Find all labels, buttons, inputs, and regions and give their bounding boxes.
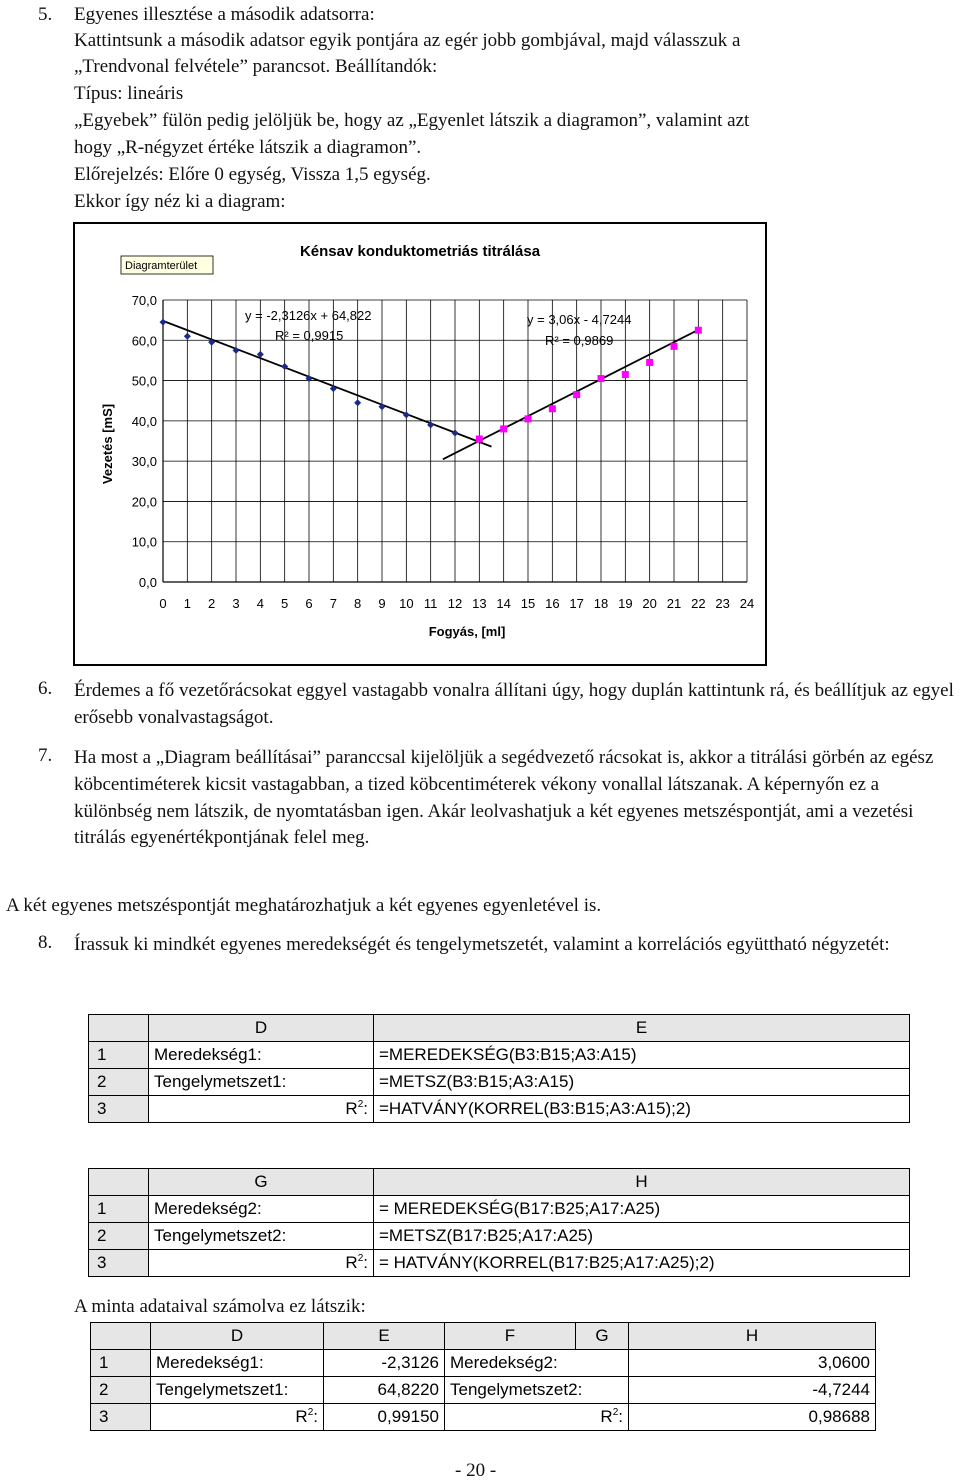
row-number: 1 <box>89 1042 149 1069</box>
x-tick-label: 7 <box>329 596 337 611</box>
value-cell: -4,7244 <box>629 1377 876 1404</box>
value-cell: 0,98688 <box>629 1404 876 1431</box>
table-row <box>89 1196 910 1223</box>
equation-series-1: y = -2,3126x + 64,822 <box>245 308 372 323</box>
chart-title: Kénsav konduktometriás titrálása <box>299 243 541 260</box>
x-tick-label: 23 <box>715 596 730 611</box>
y-tick-label: 0,0 <box>138 575 157 590</box>
label-cell: Meredekség1: <box>149 1042 374 1069</box>
col-header-e: E <box>324 1323 445 1350</box>
y-axis-label: Vezetés [mS] <box>100 403 115 485</box>
row-number: 3 <box>89 1250 149 1277</box>
y-tick-label: 20,0 <box>131 494 157 510</box>
item5-line-3: „Trendvonal felvétele” parancsot. Beállítandók: <box>74 56 438 77</box>
row-number: 3 <box>91 1404 151 1431</box>
row-number: 2 <box>89 1069 149 1096</box>
x-axis-label: Fogyás, [ml] <box>428 624 506 639</box>
item5-line-2: Kattintsunk a második adatsor egyik pontjára az egér jobb gombjával, majd válasszuk a <box>74 30 741 51</box>
list-number-6: 6. <box>38 678 53 699</box>
col-header-h: H <box>629 1323 876 1350</box>
col-header-g: G <box>149 1169 374 1196</box>
item6-text: Érdemes a fő vezetőrácsokat eggyel vastagabb vonalra állítani úgy, hogy duplán kattintunk rá, és beállítjuk az egyel erősebb vonalvastagságot. <box>74 680 954 728</box>
label-cell: $R^2$: <box>149 1096 374 1123</box>
data-point-series-2 <box>476 435 483 442</box>
x-tick-label: 12 <box>447 596 463 611</box>
x-tick-label: 0 <box>159 596 167 611</box>
item8-text: Írassuk ki mindkét egyenes meredekségét és tengelymetszetét, valamint a korrelációs együttható négyzetét: <box>74 934 890 955</box>
page-number: - 20 - <box>455 1460 497 1481</box>
formula-cell: =HATVÁNY(KORREL(B3:B15;A3:A15);2) <box>374 1096 910 1123</box>
x-tick-label: 21 <box>666 596 682 611</box>
x-tick-label: 3 <box>232 596 240 611</box>
label-cell: Tengelymetszet2: <box>149 1223 374 1250</box>
y-tick-label: 50,0 <box>131 373 157 389</box>
label-cell: Meredekség2: <box>149 1196 374 1223</box>
formula-cell: =METSZ(B17:B25;A17:A25) <box>374 1223 910 1250</box>
data-point-series-2 <box>598 375 605 382</box>
value-cell: 0,99150 <box>324 1404 445 1431</box>
data-point-series-2 <box>622 371 629 378</box>
x-tick-label: 13 <box>472 596 487 611</box>
data-point-series-2 <box>646 359 653 366</box>
x-tick-label: 8 <box>354 596 362 611</box>
table-row <box>89 1096 910 1123</box>
table-row <box>89 1069 910 1096</box>
label-cell: Meredekség2: <box>445 1350 629 1377</box>
label-cell: $R^2$: <box>151 1404 324 1431</box>
x-tick-label: 24 <box>739 596 755 611</box>
list-number-7: 7. <box>38 745 53 766</box>
row-number: 2 <box>89 1223 149 1250</box>
item5-line-6: hogy „R-négyzet értéke látszik a diagramon”. <box>74 137 422 158</box>
list-number-8: 8. <box>38 932 53 953</box>
equation-series-2: y = 3,06x - 4,7244 <box>527 312 632 327</box>
item5-line-1: Egyenes illesztése a második adatsorra: <box>74 4 375 25</box>
data-point-series-1 <box>452 429 459 436</box>
data-point-series-1 <box>354 399 361 406</box>
data-point-series-1 <box>160 319 167 326</box>
formula-cell: =MEREDEKSÉG(B3:B15;A3:A15) <box>374 1042 910 1069</box>
x-tick-label: 9 <box>378 596 386 611</box>
label-cell: Tengelymetszet1: <box>149 1069 374 1096</box>
x-tick-label: 19 <box>618 596 633 611</box>
row-number: 2 <box>91 1377 151 1404</box>
formula-table-1 <box>88 1014 910 1123</box>
item5-line-5: „Egyebek” fülön pedig jelöljük be, hogy az „Egyenlet látszik a diagramon”, valamint azt <box>74 110 750 131</box>
col-header-f: F <box>445 1323 576 1350</box>
item7-text: Ha most a „Diagram beállításai” paranccsal kijelöljük a segédvezető rácsokat is, akkor a titrálási görbén az egész köbcentiméterek kicsit vastagabban, a tized köbcentiméterek vékony vonallal látszanak. A képernyőn ez a különbség nem látszik, de nyomtatásban igen. Akár leolvashatjuk a két egyenes metszéspontját, ami a vezetési titrálás egyenértékpontjának felel meg. <box>74 747 934 849</box>
table-row <box>89 1223 910 1250</box>
y-tick-label: 60,0 <box>131 333 157 349</box>
x-tick-label: 11 <box>423 596 438 611</box>
chart-area[interactable] <box>73 222 767 666</box>
x-tick-label: 14 <box>496 596 511 611</box>
x-tick-label: 4 <box>256 596 264 611</box>
x-tick-label: 6 <box>305 596 313 611</box>
corner-cell <box>89 1015 149 1042</box>
data-point-series-2 <box>695 327 702 334</box>
y-tick-label: 30,0 <box>131 454 157 470</box>
x-tick-label: 15 <box>520 596 536 611</box>
data-point-series-2 <box>500 425 507 432</box>
value-cell: 64,8220 <box>324 1377 445 1404</box>
table-row <box>91 1404 876 1431</box>
formula-cell: = HATVÁNY(KORREL(B17:B25;A17:A25);2) <box>374 1250 910 1277</box>
col-header-h: H <box>374 1169 910 1196</box>
label-cell: Tengelymetszet1: <box>151 1377 324 1404</box>
col-header-g: G <box>576 1323 629 1350</box>
y-tick-label: 10,0 <box>131 534 157 550</box>
x-tick-label: 1 <box>183 596 191 611</box>
corner-cell <box>91 1323 151 1350</box>
results-table <box>90 1322 876 1431</box>
data-point-series-2 <box>525 415 532 422</box>
label-cell: $R^2$: <box>445 1404 629 1431</box>
sample-text: A minta adataival számolva ez látszik: <box>74 1296 366 1317</box>
row-number: 3 <box>89 1096 149 1123</box>
label-cell: Meredekség1: <box>151 1350 324 1377</box>
chart-svg <box>75 224 765 664</box>
table-row <box>91 1377 876 1404</box>
r2-series-2: R² = 0,9869 <box>545 333 614 348</box>
tooltip-text: Diagramterület <box>125 260 198 272</box>
x-tick-label: 5 <box>281 596 289 611</box>
formula-table-2 <box>88 1168 910 1277</box>
table-row <box>89 1250 910 1277</box>
col-header-d: D <box>149 1015 374 1042</box>
row-number: 1 <box>89 1196 149 1223</box>
y-tick-label: 70,0 <box>131 293 157 308</box>
corner-cell <box>89 1169 149 1196</box>
item5-line-4: Típus: lineáris <box>74 83 184 104</box>
y-tick-label: 40,0 <box>131 413 157 429</box>
x-tick-label: 10 <box>399 596 414 611</box>
data-point-series-2 <box>573 391 580 398</box>
table-row <box>91 1350 876 1377</box>
value-cell: 3,0600 <box>629 1350 876 1377</box>
table-row <box>89 1042 910 1069</box>
col-header-e: E <box>374 1015 910 1042</box>
r2-series-1: R² = 0,9915 <box>275 328 344 343</box>
x-tick-label: 17 <box>569 596 584 611</box>
data-point-series-2 <box>549 405 556 412</box>
label-cell: Tengelymetszet2: <box>445 1377 629 1404</box>
formula-cell: =METSZ(B3:B15;A3:A15) <box>374 1069 910 1096</box>
item5-line-8: Ekkor így néz ki a diagram: <box>74 191 286 212</box>
intersection-paragraph: A két egyenes metszéspontját meghatározhatjuk a két egyenes egyenletével is. <box>6 895 602 916</box>
x-tick-label: 22 <box>691 596 706 611</box>
row-number: 1 <box>91 1350 151 1377</box>
col-header-d: D <box>151 1323 324 1350</box>
x-tick-label: 16 <box>545 596 560 611</box>
label-cell: $R^2$: <box>149 1250 374 1277</box>
x-tick-label: 2 <box>208 596 216 611</box>
data-point-series-2 <box>671 343 678 350</box>
x-tick-label: 18 <box>593 596 609 611</box>
data-point-series-1 <box>184 333 191 340</box>
list-number-5: 5. <box>38 4 53 25</box>
formula-cell: = MEREDEKSÉG(B17:B25;A17:A25) <box>374 1196 910 1223</box>
value-cell: -2,3126 <box>324 1350 445 1377</box>
item5-line-7: Előrejelzés: Előre 0 egység, Vissza 1,5 egység. <box>74 164 431 185</box>
x-tick-label: 20 <box>642 596 657 611</box>
